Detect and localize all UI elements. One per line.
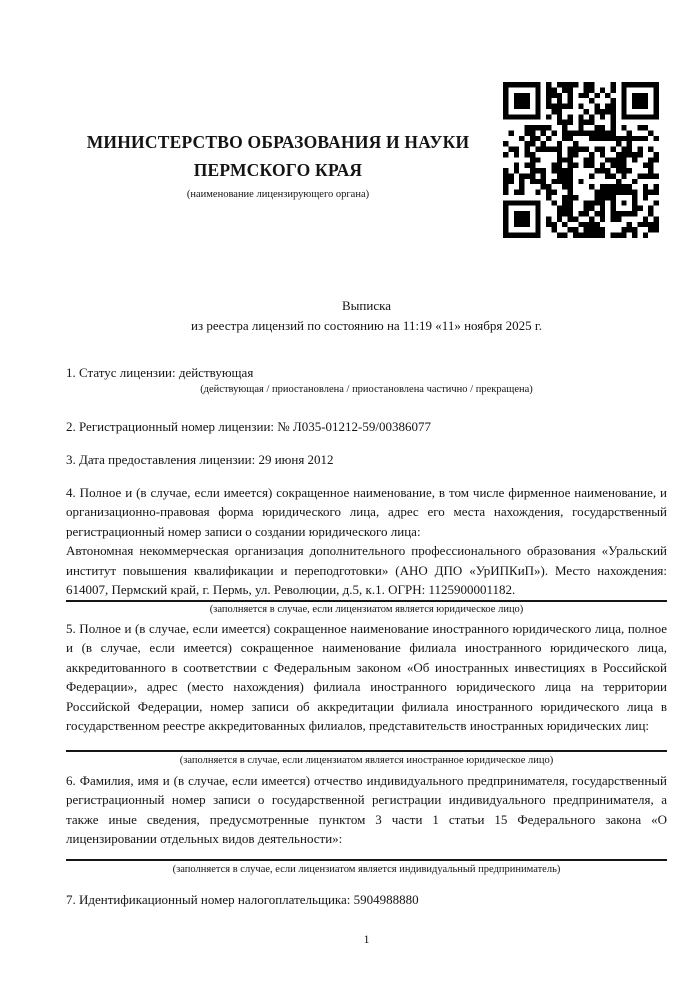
item-license-status: [66, 363, 667, 397]
ministry-name-line1: МИНИСТЕРСТВО ОБРАЗОВАНИЯ И НАУКИ: [86, 132, 470, 152]
individual-entrepreneur-field: [66, 771, 667, 861]
legal-entity-caption: (заполняется в случае, если лицензиатом является юридическое лицо): [209, 603, 524, 615]
document-content: [66, 0, 667, 947]
item-registration-number: [66, 417, 667, 437]
page-number: 1: [363, 932, 370, 946]
empty-value-line: [66, 736, 667, 750]
legal-entity-question: 4. Полное и (в случае, если имеется) сокращенное наименование, в том числе фирменное наименование, и организационно-правовая форма юридического лица, адрес его места нахождения, государственный регистрационный номер записи о создании юридического лица:: [66, 484, 667, 539]
document-title: [66, 296, 667, 335]
item-legal-entity: [66, 483, 667, 617]
legal-entity-field: [66, 483, 667, 602]
licensing-authority-header: [66, 128, 490, 202]
license-grant-date-text: 3. Дата предоставления лицензии: 29 июня 2012: [66, 452, 334, 467]
item-license-grant-date: [66, 450, 667, 470]
registration-number-text: 2. Регистрационный номер лицензии: № Л035-01212-59/00386077: [66, 418, 432, 434]
empty-value-line: [66, 849, 667, 859]
license-status-text: 1. Статус лицензии: действующая: [66, 365, 254, 380]
item-individual-entrepreneur: [66, 771, 667, 877]
license-status-caption: (действующая / приостановлена / приостановлена частично / прекращена): [200, 383, 533, 395]
legal-entity-value: Автономная некоммерческая организация дополнительного профессионального образования «Уральский институт повышения квалификации и переподготовки» (АНО ДПО «УрИПКиП»). Место нахождения: 614007, Пермский край, г. Пермь, ул. Революции, д.5, к.1. ОГРН: 1125900001182.: [66, 543, 667, 597]
item-foreign-entity: [66, 619, 667, 768]
taxpayer-number-text: 7. Идентификационный номер налогоплательщика: 5904988880: [66, 891, 419, 907]
ministry-caption: (наименование лицензирующего органа): [186, 189, 370, 200]
foreign-entity-field: [66, 619, 667, 752]
title-line2: из реестра лицензий по состоянию на 11:19 «11» ноября 2025 г.: [191, 317, 542, 333]
individual-entrepreneur-caption: (заполняется в случае, если лицензиатом является индивидуальный предприниматель): [172, 863, 561, 875]
title-line1: Выписка: [342, 298, 391, 313]
individual-entrepreneur-question: 6. Фамилия, имя и (в случае, если имеется) отчество индивидуального предпринимателя, государственный регистрационный номер записи о государственной регистрации индивидуального предпринимателя, а также иные сведения, предусмотренные пунктом 3 части 1 статьи 15 Федерального закона «О лицензировании отдельных видов деятельности»:: [66, 772, 667, 846]
item-taxpayer-number: [66, 890, 667, 910]
ministry-name-line2: ПЕРМСКОГО КРАЯ: [193, 160, 363, 180]
foreign-entity-question: 5. Полное и (в случае, если имеется) сокращенное наименование иностранного юридического лица, полное и (в случае, если имеется) сокращенное наименование филиала иностранного юридического лица, аккредитованного в соответствии с Федеральным законом «Об иностранных инвестициях в Российской Федерации», адрес (место нахождения) филиала иностранного юридического лица на территории Российской Федерации, номер записи об аккредитации филиала иностранного юридического лица в государственном реестре аккредитованных филиалов, представительств иностранных юридических лиц:: [66, 620, 667, 733]
foreign-entity-caption: (заполняется в случае, если лицензиатом является иностранное юридическое лицо): [179, 754, 554, 766]
